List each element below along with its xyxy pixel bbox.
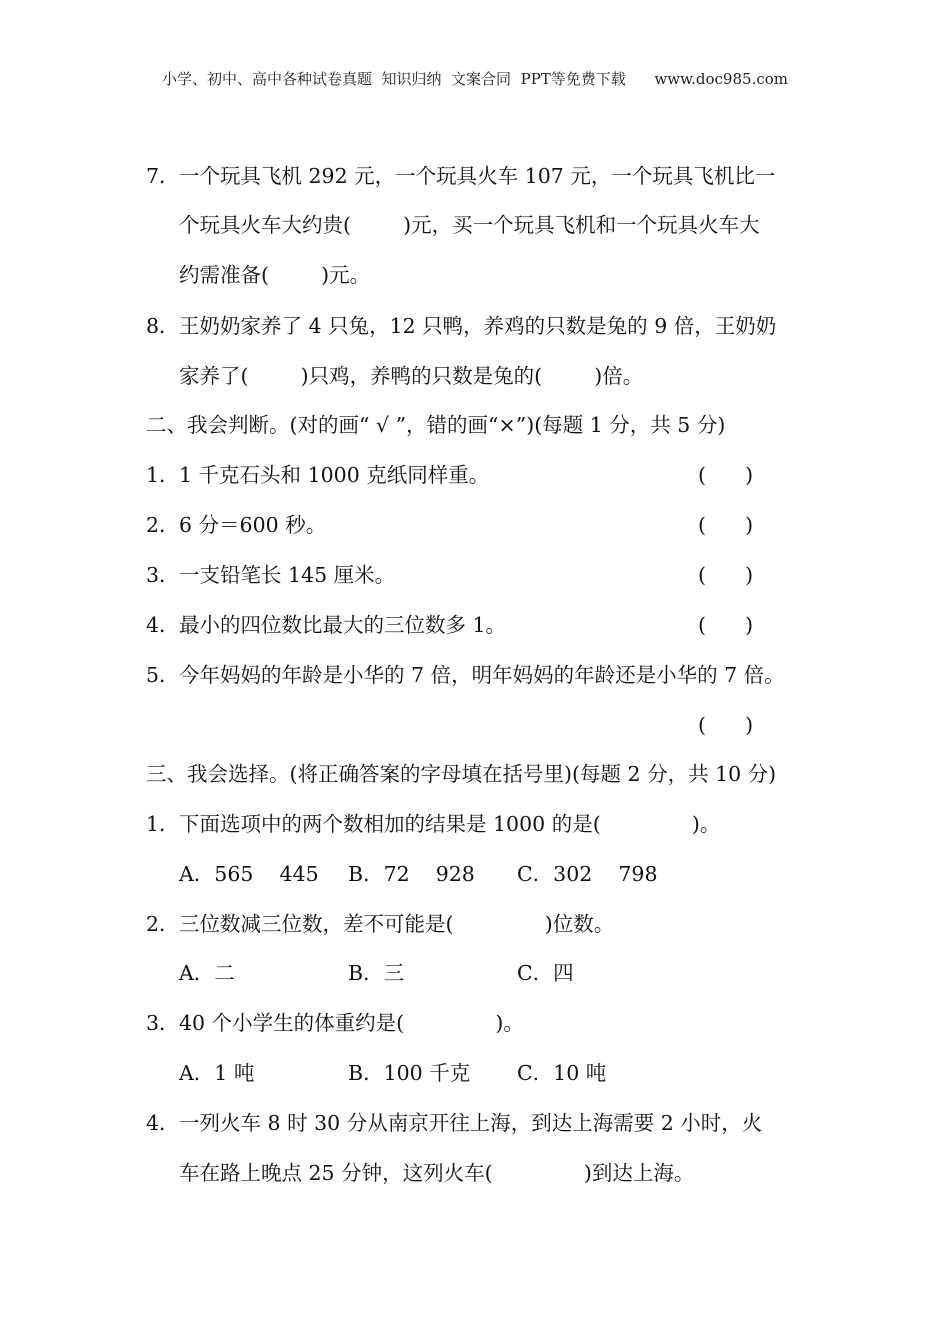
question-number: 1． [146,812,180,836]
question-7-line-2: 个玩具火车大约贵( )元，买一个玩具飞机和一个玩具火车大 [179,213,760,237]
question-number: 3． [146,1011,180,1035]
question-text: 6 分＝600 秒。 [179,513,327,537]
option-b: B．72 928 [348,862,475,886]
question-8-line-1 [146,312,776,340]
question-text: 一列火车 8 时 30 分从南京开往上海，到达上海需要 2 小时，火 [179,1111,763,1135]
option-a: A．1 吨 [179,1061,255,1085]
question-text: 一个玩具飞机 292 元，一个玩具火车 107 元，一个玩具飞机比一 [179,164,776,188]
judge-item-2 [146,511,326,539]
judge-item-3 [146,561,395,589]
answer-paren: ( ) [698,463,754,487]
section-title-judge: 二、我会判断。(对的画“ √ ”，错的画“×”)(每题 1 分，共 5 分) [146,413,726,437]
question-number: 4． [146,1111,180,1135]
option-c: C．10 吨 [517,1061,607,1085]
choice-question-1 [146,810,720,838]
question-text: 今年妈妈的年龄是小华的 7 倍，明年妈妈的年龄还是小华的 7 倍。 [179,663,785,687]
question-number: 2． [146,912,180,936]
answer-paren: ( ) [698,563,754,587]
option-b: B．三 [348,961,405,985]
question-text: 三位数减三位数，差不可能是( )位数。 [179,912,615,936]
question-text: 最小的四位数比最大的三位数多 1。 [179,613,507,637]
choice-question-4-line-1 [146,1109,762,1137]
option-c: C．四 [517,961,574,985]
option-c: C．302 798 [517,862,658,886]
question-text: 王奶奶家养了 4 只兔，12 只鸭，养鸡的只数是兔的 9 倍，王奶奶 [179,314,777,338]
choice-question-4-line-2: 车在路上晚点 25 分钟，这列火车( )到达上海。 [179,1161,695,1185]
judge-item-4 [146,611,506,639]
page-header: 小学、初中、高中各种试卷真题 知识归纳 文案合同 PPT等免费下载 www.doc985.com [161,70,788,88]
choice-question-3 [146,1009,524,1037]
question-number: 2． [146,513,180,537]
answer-paren: ( ) [698,613,754,637]
judge-item-5 [146,661,785,689]
question-text: 下面选项中的两个数相加的结果是 1000 的是( )。 [179,812,721,836]
choice-question-2 [146,910,614,938]
answer-paren: ( ) [698,513,754,537]
question-8-line-2: 家养了( )只鸡，养鸭的只数是兔的( )倍。 [179,364,644,388]
question-number: 3． [146,563,180,587]
question-7-line-3: 约需准备( )元。 [179,263,371,287]
question-number: 4． [146,613,180,637]
question-text: 1 千克石头和 1000 克纸同样重。 [179,463,490,487]
section-title-choice: 三、我会选择。(将正确答案的字母填在括号里)(每题 2 分，共 10 分) [146,762,777,786]
option-a: A．565 445 [179,862,319,886]
question-number: 5． [146,663,180,687]
question-7-line-1 [146,162,775,190]
question-text: 40 个小学生的体重约是( )。 [179,1011,524,1035]
judge-item-1 [146,461,489,489]
answer-paren: ( ) [698,713,754,737]
question-number: 1． [146,463,180,487]
option-b: B．100 千克 [348,1061,471,1085]
question-text: 一支铅笔长 145 厘米。 [179,563,396,587]
question-number: 7． [146,164,180,188]
option-a: A．二 [179,961,235,985]
question-number: 8． [146,314,180,338]
